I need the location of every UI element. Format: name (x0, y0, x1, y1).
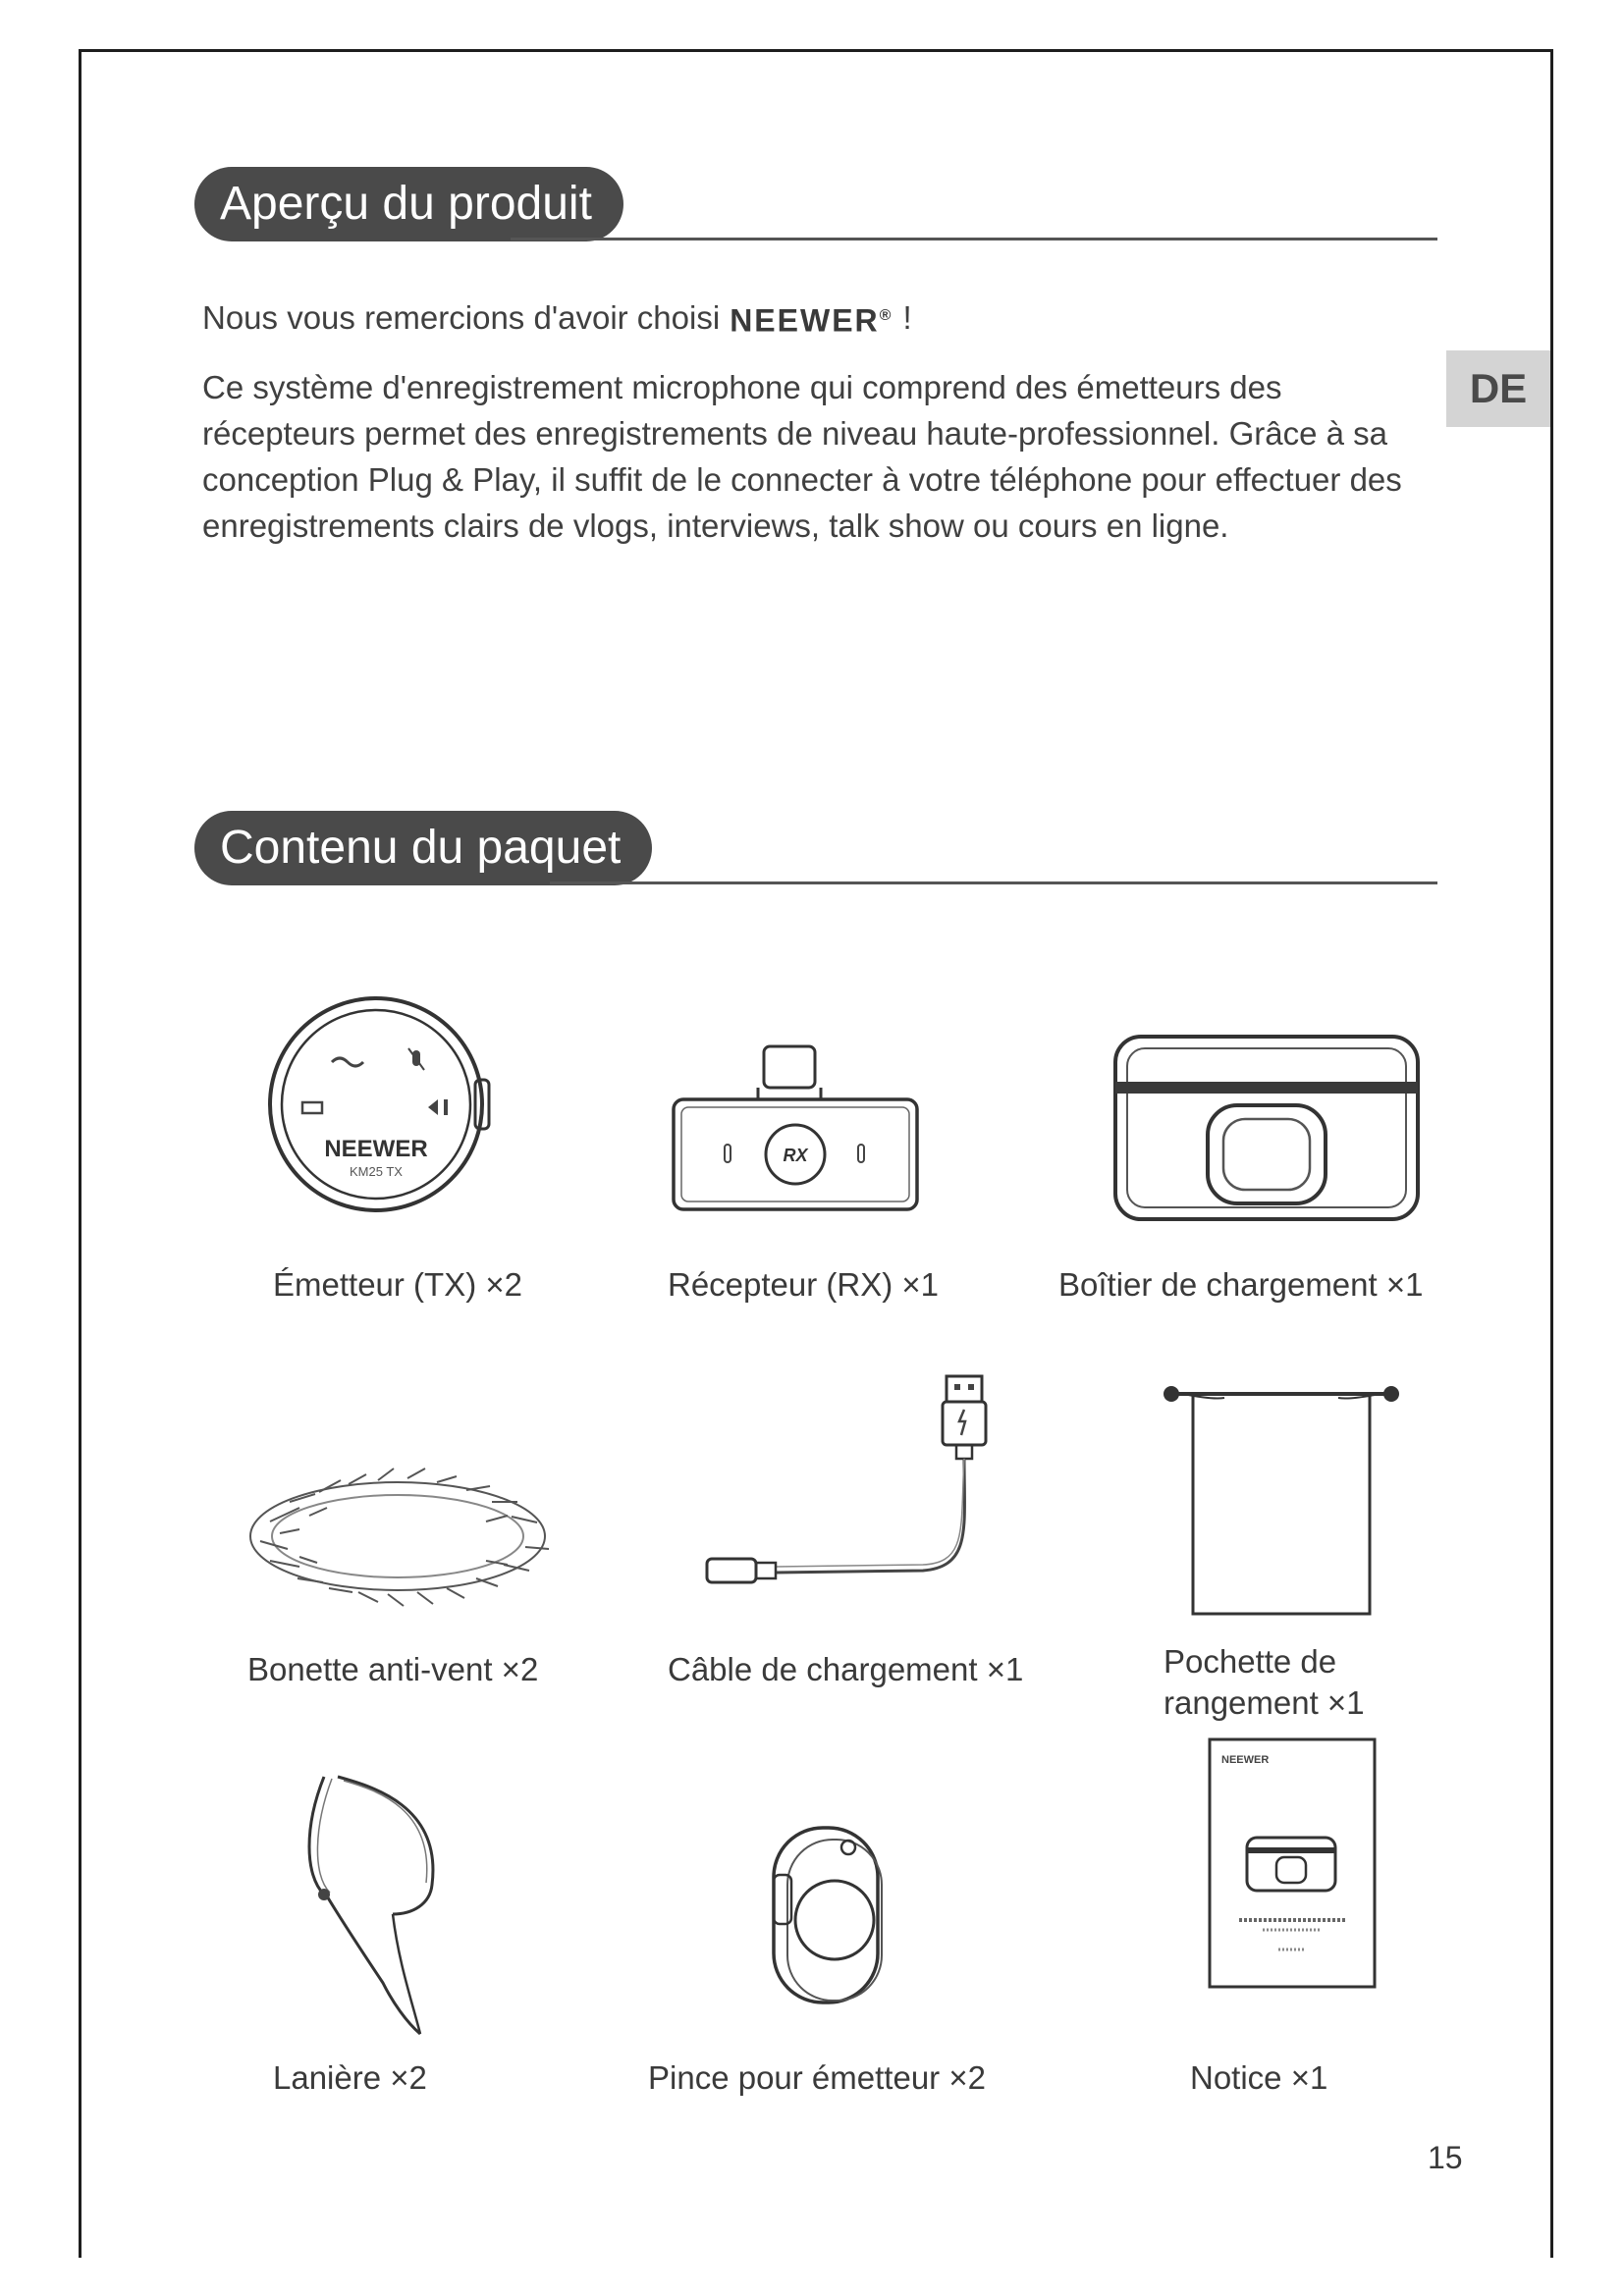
page-number: 15 (1428, 2140, 1463, 2175)
item-caption-lanyard: Lanière ×2 (273, 2059, 427, 2096)
contents-rule (550, 881, 1437, 884)
product-description: Ce système d'enregistrement microphone qui comprend des émetteurs des récepteurs permet des enregistrements de niveau haute-professionnel. Grâce à sa conception Plug & Play, il suffit de le connecter à votre téléphone pour effectuer des enregistrements clairs de vlogs, interviews, talk show ou cours en ligne. (202, 368, 1402, 544)
page-frame-top (79, 49, 1553, 52)
overview-title: Aperçu du produit (194, 167, 623, 241)
intro-text (202, 294, 1439, 549)
overview-rule (511, 238, 1437, 240)
transmitter-clip-icon (766, 1816, 893, 2012)
manual-brand-text: NEEWER (1221, 1754, 1270, 1766)
charging-cable-icon (697, 1370, 992, 1606)
windscreen-icon (241, 1463, 555, 1610)
item-caption-storage-pouch-line1: Pochette de (1164, 1643, 1337, 1680)
item-caption-storage-pouch-line2: rangement ×1 (1164, 1684, 1365, 1721)
tx-model-text: KM25 TX (350, 1164, 403, 1179)
item-caption-transmitter-clip: Pince pour émetteur ×2 (648, 2059, 986, 2096)
thanks-line (202, 294, 1439, 343)
transmitter-icon (263, 991, 499, 1217)
item-caption-windscreen: Bonette anti-vent ×2 (247, 1651, 539, 1687)
thanks-prefix: Nous vous remercions d'avoir choisi (202, 299, 721, 337)
contents-title: Contenu du paquet (194, 811, 652, 885)
manual-icon (1206, 1735, 1379, 1991)
brand-logo-text: NEEWER (730, 302, 880, 339)
item-caption-charging-cable: Câble de chargement ×1 (668, 1651, 1024, 1687)
storage-pouch-icon (1154, 1374, 1409, 1620)
page-frame-right (1550, 49, 1553, 2258)
brand-registered-mark: ® (879, 307, 893, 324)
thanks-suffix: ! (902, 299, 912, 337)
brand-logo (730, 294, 893, 343)
tx-brand-text: NEEWER (324, 1136, 428, 1162)
language-tab: DE (1446, 350, 1550, 427)
item-caption-receiver: Récepteur (RX) ×1 (668, 1266, 940, 1303)
item-caption-manual: Notice ×1 (1190, 2059, 1328, 2096)
receiver-icon (668, 1042, 923, 1219)
rx-label-text: RX (783, 1146, 808, 1165)
charging-case-icon (1110, 1031, 1424, 1227)
page-frame-left (79, 49, 81, 2258)
item-caption-transmitter: Émetteur (TX) ×2 (273, 1266, 522, 1303)
item-caption-charging-case: Boîtier de chargement ×1 (1058, 1266, 1424, 1303)
lanyard-icon (304, 1767, 452, 2042)
